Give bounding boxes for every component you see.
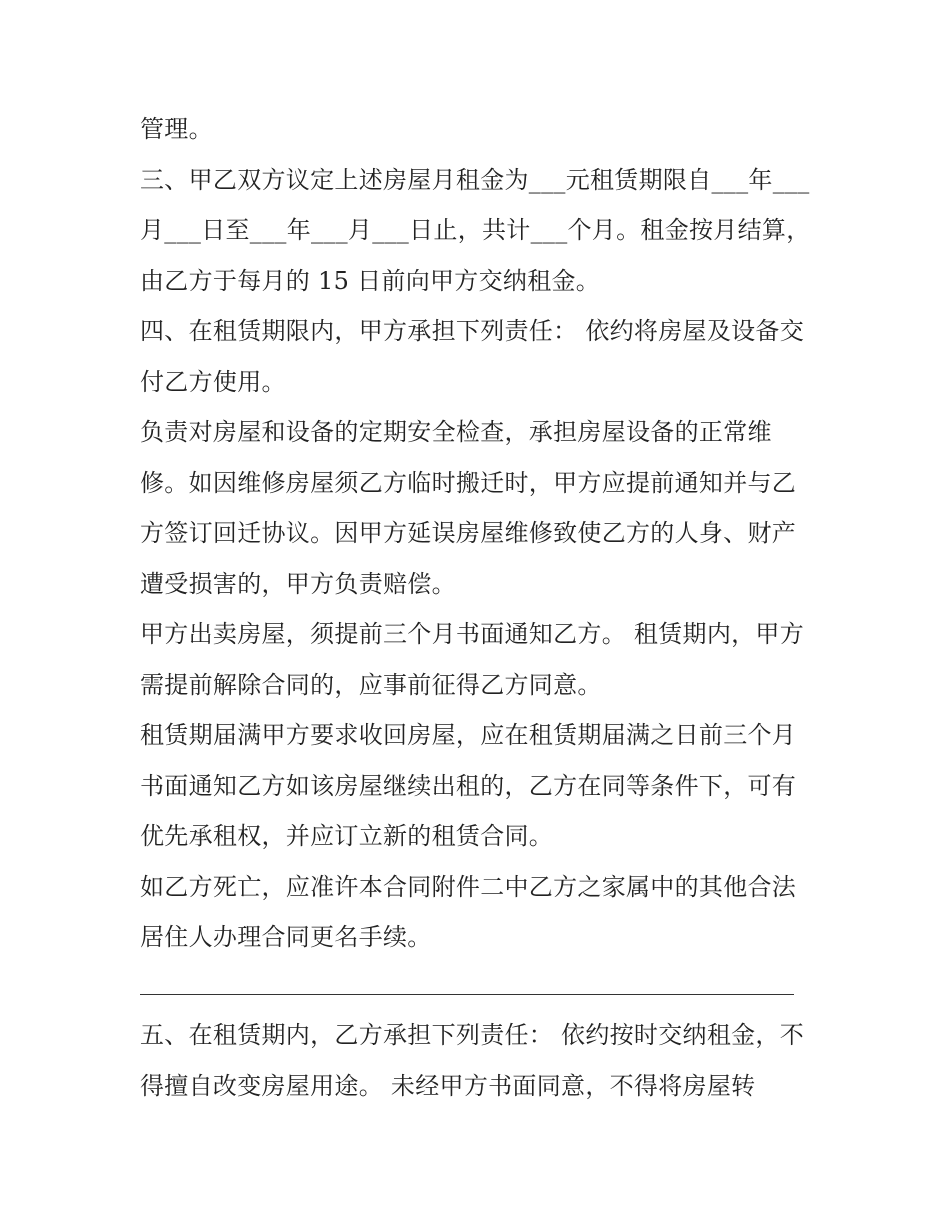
paragraph-sale-notice: 甲方出卖房屋，须提前三个月书面通知乙方。 租赁期内，甲方需提前解除合同的，应事前征得乙方同意。 — [140, 620, 805, 699]
document-body-bottom — [140, 1010, 820, 1111]
horizontal-rule — [140, 994, 794, 995]
paragraph-management-end: 管理。 — [140, 115, 213, 143]
paragraph-clause-5-tenant-duties: 五、在租赁期内，乙方承担下列责任： 依约按时交纳租金，不得擅自改变房屋用途。 未经甲方书面同意，不得将房屋转 — [140, 1021, 805, 1100]
paragraph-tenant-death: 如乙方死亡，应准许本合同附件二中乙方之家属中的其他合法居住人办理合同更名手续。 — [140, 872, 797, 951]
paragraph-clause-4-landlord-duties: 四、在租赁期限内，甲方承担下列责任： 依约将房屋及设备交付乙方使用。 — [140, 317, 805, 396]
paragraph-clause-3-rent: 三、甲乙双方议定上述房屋月租金为___元租赁期限自___年___月___日至___年___月___日止，共计___个月。租金按月结算，由乙方于每月的 15 日前向甲方交纳租金。 — [140, 165, 811, 295]
paragraph-lease-expiry: 租赁期届满甲方要求收回房屋，应在租赁期届满之日前三个月书面通知乙方如该房屋继续出租的，乙方在同等条件下，可有优先承租权，并应订立新的租赁合同。 — [140, 721, 797, 850]
paragraph-maintenance: 负责对房屋和设备的定期安全检查，承担房屋设备的正常维修。如因维修房屋须乙方临时搬迁时，甲方应提前通知并与乙方签订回迁协议。因甲方延误房屋维修致使乙方的人身、财产遭受损害的，甲方负责赔偿。 — [140, 418, 797, 598]
document-body-top — [140, 104, 820, 963]
